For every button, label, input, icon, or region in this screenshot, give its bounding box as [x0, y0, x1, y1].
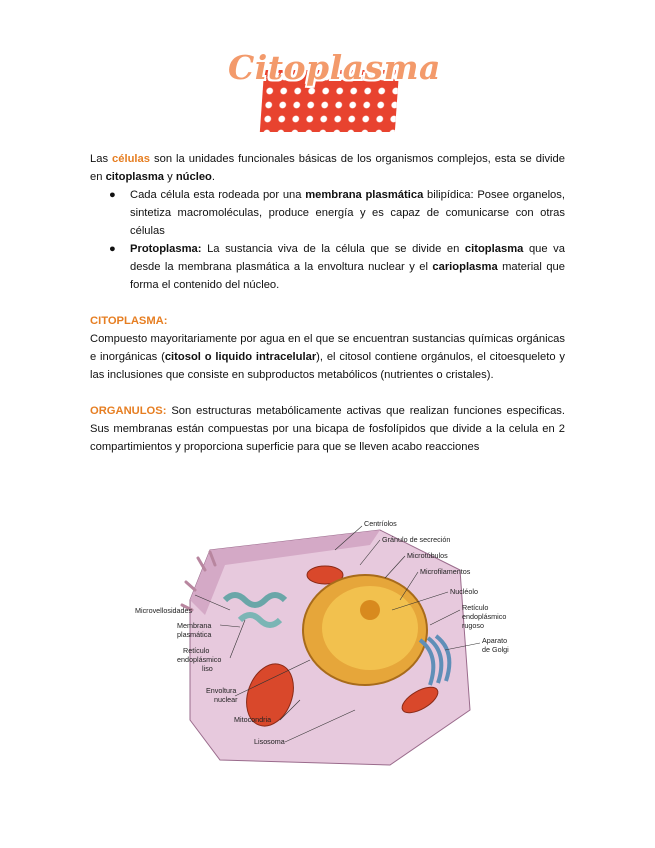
label-envoltura: Envoltura	[206, 686, 237, 695]
label-lisosoma: Lisosoma	[254, 737, 285, 746]
svg-text:endoplásmico: endoplásmico	[462, 612, 507, 621]
document-body	[90, 150, 565, 456]
page-title: Citoplasma	[228, 48, 441, 87]
cell-illustration	[130, 510, 530, 770]
label-microfilamentos: Microfilamentos	[420, 567, 471, 576]
label-rel: Retículo	[183, 646, 210, 655]
cell-diagram	[130, 510, 530, 770]
list-item: ● Cada célula esta rodeada por una membrana plasmática bilipídica: Posee organelos, sintetiza macromoléculas, produce energía y es capaz de comunicarse con otras células	[130, 186, 565, 240]
label-membrana: Membrana	[177, 621, 212, 630]
label-rer: Retículo	[462, 603, 489, 612]
svg-text:nuclear: nuclear	[214, 695, 238, 704]
svg-text:de Golgi: de Golgi	[482, 645, 509, 654]
label-centriolos: Centríolos	[364, 519, 397, 528]
organulos-paragraph: ORGANULOS: Son estructuras metabólicamente activas que realizan funciones especificas. Sus membranas están compuestas por una bicapa de fosfolípidos que divide a la celula en 2 compartimientos y proporciona superficie para que se lleven acabo reacciones	[90, 405, 565, 453]
intro-paragraph: Las células son la unidades funcionales básicas de los organismos complejos, esta se divide en citoplasma y núcleo.	[90, 153, 565, 183]
label-microtubulos: Microtúbulos	[407, 551, 448, 560]
label-golgi: Aparato	[482, 636, 508, 645]
svg-text:plasmática: plasmática	[177, 630, 212, 639]
svg-text:rugoso: rugoso	[462, 621, 484, 630]
title-graphic	[222, 48, 441, 136]
citoplasma-heading: CITOPLASMA:	[90, 315, 168, 327]
bullet-list	[90, 186, 565, 294]
bullet-icon: ●	[109, 189, 116, 201]
citoplasma-paragraph: Compuesto mayoritariamente por agua en el que se encuentran sustancias químicas orgánicas e inorgánicas (citosol o liquido intracelular), el citosol contiene orgánulos, el citoesqueleto y las inclusiones que consiste en subproductos metabólicos (nutrientes o cristales).	[90, 333, 565, 381]
label-mitocondria: Mitocondria	[234, 715, 272, 724]
svg-text:liso: liso	[202, 664, 213, 673]
keyword-celulas: células	[112, 153, 150, 165]
svg-text:endoplásmico: endoplásmico	[177, 655, 222, 664]
bullet-icon: ●	[109, 243, 116, 255]
label-microvellosidades: Microvellosidades	[135, 606, 193, 615]
list-item: ● Protoplasma: La sustancia viva de la célula que se divide en citoplasma que va desde la membrana plasmática a la envoltura nuclear y el carioplasma material que forma el contenido del núcleo.	[130, 240, 565, 294]
nucleolus-shape	[360, 600, 380, 620]
organulos-heading: ORGANULOS:	[90, 405, 167, 417]
label-granulo: Gránulo de secreción	[382, 535, 451, 544]
label-nucleolo: Nucléolo	[450, 587, 478, 596]
